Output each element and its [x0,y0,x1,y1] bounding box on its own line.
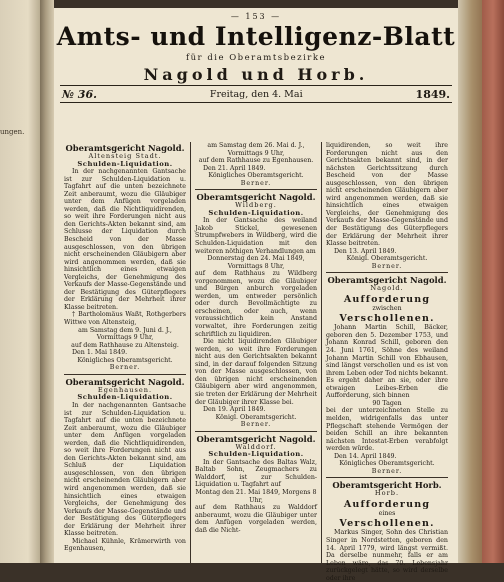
notice-signature: Berner. [371,467,403,475]
notice-location: auf dem Rathhause zu Altensteig. [71,341,179,349]
notice-dated: Den 13. April 1849. [334,247,397,255]
header-rule-bottom [60,102,452,103]
notice-date: Montag den 21. Mai 1849, Morgens 8 Uhr, [195,488,317,504]
notice-body: liquidirenden, so weit ihre Forderungen nicht aus den Gerichtsakten bekannt sind, in der nächsten Gerichtssitzung durch Bescheid von der Masse ausgeschlossen, von den übrigen nicht erscheinenden Gläubigern aber wird angenommen werden, daß sie hinsichtlich eines etwaigen Vergleichs, der Genehmigung des Verkaufs der Masse-Gegenstände und der Bestätigung des Güterpflegers der Erklärung der Mehrheit ihrer Klasse beitreten. [326,142,448,248]
notice-dated: Den 14. April 1849. [334,452,397,460]
notice-title: Schulden-Liquidation. [77,393,173,402]
notice-divider [195,189,317,190]
book-gutter [40,0,54,563]
notice-location: auf dem Rathhause zu Egenhausen. [198,157,314,165]
notice-place: Wildberg. [235,201,277,210]
notice-body: Johann Martin Schill, Bäcker, geboren den 5. Dezember 1753, und Johann Konrad Schill, geboren den 24. Juni 1761, Söhne des weiland Johann Martin Schill von Ebhausen, sind längst verschollen und es ist von ihrem Leben oder Tod nichts bekannt. Es ergeht daher an sie, oder ihre etwaigen Leibes-Erben die Aufforderung, sich binnen [326,324,448,400]
notice-court: Königl. Oberamtsgericht. [215,413,297,421]
notice-item: † Bartholomäus Waßt, Rothgerbers Wittwe von Altensteig, [64,311,186,327]
notice-divider [326,272,448,273]
notice-divider [326,477,448,478]
notice-heading: Oberamtsgericht Nagold. [65,376,185,387]
notice-body: auf dem Rathhaus zu Wildberg vorgenommen, wozu die Gläubiger und Bürgen anburch vorgeladen werden, um entweder persönlich oder durch Bevollmächtigte zu erscheinen, oder auch, wenn voraussichtlich kein Anstand vorwaltet, ihre Forderungen zeitig schriftlich zu liquidiren. [195,270,317,338]
notice-title: Aufforderung [343,293,431,305]
notice-heading: Oberamtsgericht Nagold. [196,192,316,203]
notice-place: Horb. [374,489,400,498]
notice-dated: Den 21. April 1849. [203,164,266,172]
notice-body: auf dem Rathhaus zu Walddorf anberaumt, wozu die Gläubiger unter dem Anfügen vorgeladen werden, daß die Nicht- [195,504,317,534]
book-cover-edge [482,0,504,563]
notice-item: Michael Kühnle, Krämerwirth von Egenhausen, [64,537,186,553]
column-3 [321,142,452,582]
notice-date: am Samstag dem 9. Juni d. J., Vormittags 9 Uhr, [78,326,172,342]
notice-title: Verschollenen. [339,313,435,325]
notice-signature: Berner. [240,179,272,187]
issue-date: Freitag, den 4. Mai [209,88,303,100]
newspaper-page [54,8,458,582]
page-number: — 153 — [230,12,282,21]
notice-heading: Oberamtsgericht Horb. [332,480,442,491]
notice-deadline: 90 Tagen [372,399,402,407]
notice-title: Schulden-Liquidation. [208,450,304,459]
notice-place: Walddorf. [235,442,277,451]
notice-divider [64,374,186,375]
notice-dated: Den 19. April 1849. [203,406,266,414]
notice-place: Nagold. [370,284,404,293]
notice-place: Egenhausen. [97,385,153,394]
masthead-subtitle: für die Oberamtsbezirke [185,53,327,63]
notice-body: In der nachgenannten Gantsache ist zur Schulden-Liquidation u. Tagfahrt auf die unten bezeichnete Zeit anberaumt, wozu die Gläubiger unter dem Anfügen vorgeladen werden, daß die Nichtliquidirenden, so weit ihre Forderungen nicht aus den Gerichts-Akten bekannt sind, am Schlusse der Liquidation durch Bescheid von der Masse ausgeschlossen, von den übrigen nicht erscheinenden Gläubigern aber wird angenommen werden, daß sie hinsichtlich eines etwaigen Vergleichs, der Genehmigung des Verkaufs der Masse-Gegenstände und der Bestätigung des Güterpflegers der Erklärung der Mehrheit ihrer Klasse beitreten. [64,168,186,311]
notice-body: In der Gantsache des Baltas Walz, Baltab Sohn, Zeugmachers zu Walddorf, ist zur Schulden-Liquidation u. Tagfahrt auf [195,458,317,489]
notice-subtitle: eines [378,509,396,517]
notice-body: In der Gantsache des weiland Jakob Stickel, gewesenen Strumpfwebers in Wildberg, wird die Schulden-Liquidation mit den weiteren nöthigen Verhandlungen am [195,217,317,255]
notice-court: Königliches Oberamtsgericht. [339,460,435,468]
notice-court: Königl. Oberamtsgericht. [346,255,428,263]
notice-title: Schulden-Liquidation. [77,159,173,168]
column-1 [60,142,190,563]
notice-heading: Oberamtsgericht Nagold. [327,275,447,286]
notice-body: In der nachgenannten Gantsache ist zur Schulden-Liquidation u. Tagfahrt auf die unten bezeichnete Zeit anberaumt, wozu die Gläubiger unter dem Anfügen vorgeladen werden, daß die Nichtliquidirenden, so weit ihre Forderungen nicht aus den Gerichts-Akten bekannt sind, am Schluß der Liquidation ausgeschlossen, von den übrigen nicht erscheinenden Gläubigern aber wird angenommen werden, daß sie hinsichtlich eines etwaigen Vergleichs, der Genehmigung des Verkaufs der Masse-Gegenstände und der Bestätigung des Güterpflegers der Erklärung der Mehrheit ihrer Klasse beitreten. [64,401,186,538]
notice-body: Markus Singer, Sohn des Christian Singer in Nordstetten, geboren den 14. April 1779, wird längst vermißt. Da derselbe nunmehr, falls er am Leben wäre, das 70. Lebensjahr zurückgelegt hätte, so wird derselbe oder ihre [326,529,448,582]
notice-date: am Samstag dem 26. Mai d. J., Vormittags 9 Uhr, [207,142,305,157]
notice-heading: Oberamtsgericht Nagold. [196,433,316,444]
notice-heading: Oberamtsgericht Nagold. [65,143,185,153]
notice-title: Schulden-Liquidation. [208,208,304,217]
column-2 [190,142,321,563]
notice-title: Aufforderung [343,498,431,510]
notice-place: Altensteig Stadt. [88,152,162,160]
issue-year: 1849. [415,87,450,101]
page-stack-edge [458,0,504,563]
facing-page-text-fragment: ungen. [0,128,25,136]
notice-court: Königliches Oberamtsgericht. [77,356,173,364]
notice-title: Verschollenen. [339,518,435,530]
notice-signature: Berner. [371,262,403,270]
masthead-towns: Nagold und Horb. [143,65,369,84]
notice-signature: Berner. [109,364,141,372]
notice-dated: Den 1. Mai 1849. [72,349,128,357]
notice-court: Königliches Oberamtsgericht. [208,172,304,180]
notice-body: bei der unterzeichneten Stelle zu melden, widrigenfalls das unter Pflegschaft stehende Vermögen der beiden Schill an ihre bekannten nächsten Intestat-Erben verabfolgt werden würde. [326,407,448,453]
facing-page-edge [0,0,40,563]
columns [60,142,452,582]
notice-date: Donnerstag den 24. Mai 1849, Vormittags 8 Uhr, [207,255,305,270]
notice-divider [195,431,317,432]
masthead-title: Amts- und Intelligenz-Blatt [56,22,456,51]
issue-line [54,86,458,102]
notice-signature: Berner. [240,421,272,429]
notice-subtitle: zwischen [372,304,402,312]
notice-body: Die nicht liquidirenden Gläubiger werden, so weit ihre Forderungen nicht aus den Gerichtsakten bekannt sind, in der darauf folgenden Sitzung von der Masse ausgeschlossen, von den übrigen nicht erscheinenden Gläubigern aber wird angenommen, sie treten der Erklärung der Mehrheit der Gläubiger ihrer Klasse bei. [195,338,318,406]
issue-number: № 36. [62,87,97,101]
